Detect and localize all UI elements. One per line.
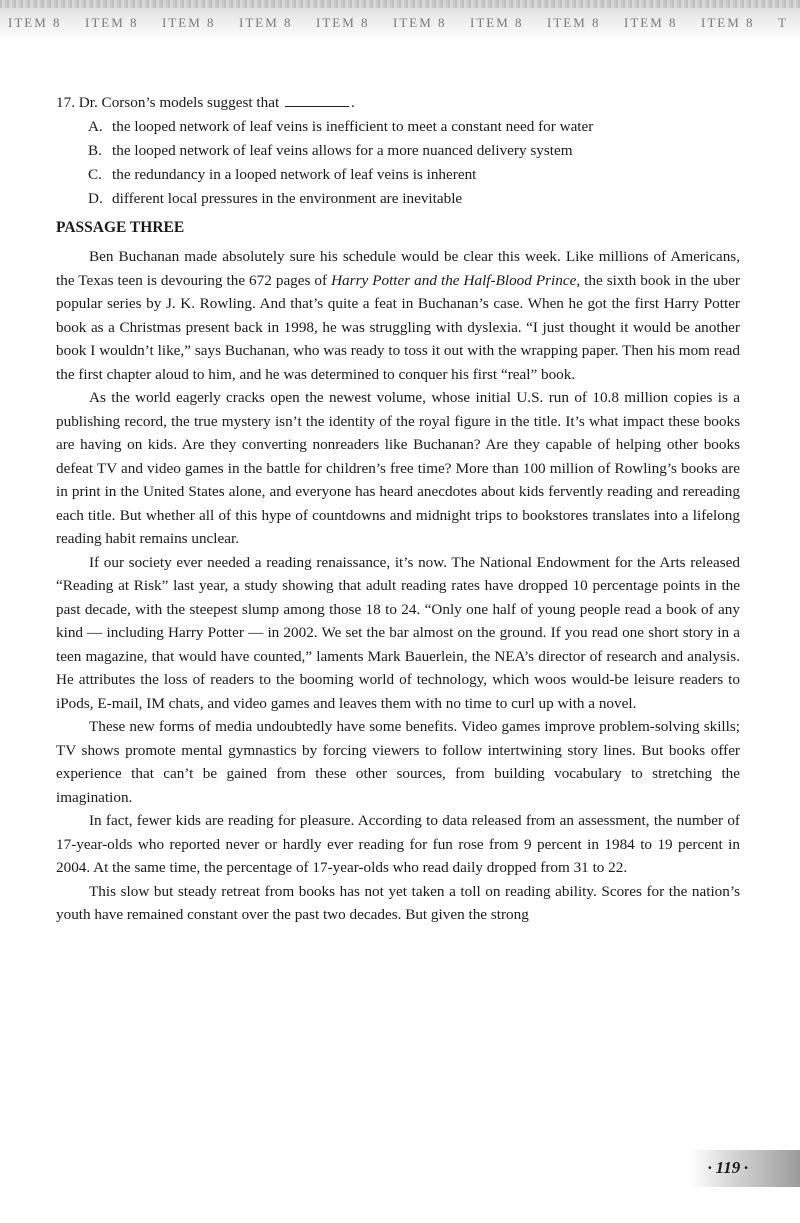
passage-heading: PASSAGE THREE (56, 219, 185, 236)
question-stem (56, 91, 740, 115)
header-label: ITEM 8 (85, 15, 139, 30)
page-number-badge (690, 1150, 800, 1187)
header-labels (0, 15, 800, 33)
option-text: the looped network of leaf veins allows for a more nuanced delivery system (112, 142, 573, 159)
option-a (88, 115, 740, 139)
passage-paragraph (56, 245, 740, 386)
header-label: ITEM 8 (547, 15, 601, 30)
passage-paragraph: In fact, fewer kids are reading for pleasure. According to data released from an assessment, the number of 17-year-olds who reported never or hardly ever reading for fun rose from 9 percent in 1984 to 19 percent in 2004. At the same time, the percentage of 17-year-olds who read daily dropped from 31 to 22. (56, 812, 740, 876)
option-text: the looped network of leaf veins is inefficient to meet a constant need for water (112, 118, 594, 135)
page-content (56, 91, 740, 927)
book-title: Harry Potter and the Half-Blood Prince (331, 271, 577, 289)
page-number (704, 1158, 752, 1178)
header-label: ITEM 8 (239, 15, 293, 30)
option-letter: C. (88, 166, 102, 183)
header-label: ITEM 8 (624, 15, 678, 30)
answer-blank (285, 92, 349, 107)
option-letter: A. (88, 118, 103, 135)
header-label: T (778, 15, 788, 30)
option-letter: D. (88, 190, 103, 207)
header-band (0, 0, 800, 40)
paragraph-text: Ben Buchanan made absolutely sure his schedule would be clear this week. Like millions of Americans, the Texas teen is devouring the 672 pages of (56, 248, 740, 289)
page-dot: · (707, 1158, 713, 1177)
passage-paragraph: This slow but steady retreat from books has not yet taken a toll on reading ability. Scores for the nation’s youth have remained constant over the past two decades. But given the strong (56, 882, 740, 923)
option-letter: B. (88, 142, 102, 159)
header-label: ITEM 8 (162, 15, 216, 30)
passage-paragraph: As the world eagerly cracks open the newest volume, whose initial U.S. run of 10.8 million copies is a publishing record, the true mystery isn’t the identity of the royal figure in the title. It’s what impact these books are having on kids. Are they converting nonreaders like Buchanan? Are they capable of helping other books defeat TV and video games in the battle for children’s free time? More than 100 million of Rowling’s books are in print in the United States alone, and everyone has heard anecdotes about kids fervently reading and rereading each title. But whether all of this hype of countdowns and midnight trips to bookstores translates into a lifelong reading habit remains unclear. (56, 389, 740, 547)
option-text: the redundancy in a looped network of leaf veins is inherent (112, 166, 477, 183)
question-17 (56, 91, 740, 211)
paragraph-text: , the sixth book in the uber popular series by J. K. Rowling. And that’s quite a feat in Buchanan’s case. When he got the first Harry Potter book as a Christmas present back in 1998, he was struggling with dyslexia. “I just thought it would be another book I wouldn’t like,” says Buchanan, who was ready to toss it out with the wrapping paper. Then his mom read the first chapter aloud to him, and he was determined to conquer his first “real” book. (56, 271, 740, 383)
question-stem-end: . (350, 94, 355, 111)
header-label: ITEM 8 (701, 15, 755, 30)
header-label: ITEM 8 (470, 15, 524, 30)
answer-options (56, 115, 740, 211)
page-number-value: 119 (715, 1158, 741, 1177)
question-stem-text: 17. Dr. Corson’s models suggest that (56, 94, 280, 111)
header-label: ITEM 8 (8, 15, 62, 30)
option-text: different local pressures in the environment are inevitable (112, 190, 463, 207)
option-c (88, 163, 740, 187)
option-b (88, 139, 740, 163)
header-label: ITEM 8 (393, 15, 447, 30)
option-d (88, 187, 740, 211)
page-dot: · (743, 1158, 749, 1177)
header-label: ITEM 8 (316, 15, 370, 30)
passage-paragraph: If our society ever needed a reading renaissance, it’s now. The National Endowment for the Arts released “Reading at Risk” last year, a study showing that adult reading rates have dropped 10 percentage points in the past decade, with the steepest slump among those 18 to 24. “Only one half of young people read a book of any kind — including Harry Potter — in 2002. We set the bar almost on the ground. If you read one short story in a teen magazine, that would have counted,” laments Mark Bauerlein, the NEA’s director of research and analysis. He attributes the loss of readers to the booming world of technology, which woos would-be leisure readers to iPods, E-mail, IM chats, and video games and leaves them with no time to curl up with a novel. (56, 553, 740, 712)
passage-paragraph: These new forms of media undoubtedly have some benefits. Video games improve problem-solving skills; TV shows promote mental gymnastics by forcing viewers to follow intertwining story lines. But books offer experience that can’t be gained from these other sources, from building vocabulary to stretching the imagination. (56, 718, 740, 806)
